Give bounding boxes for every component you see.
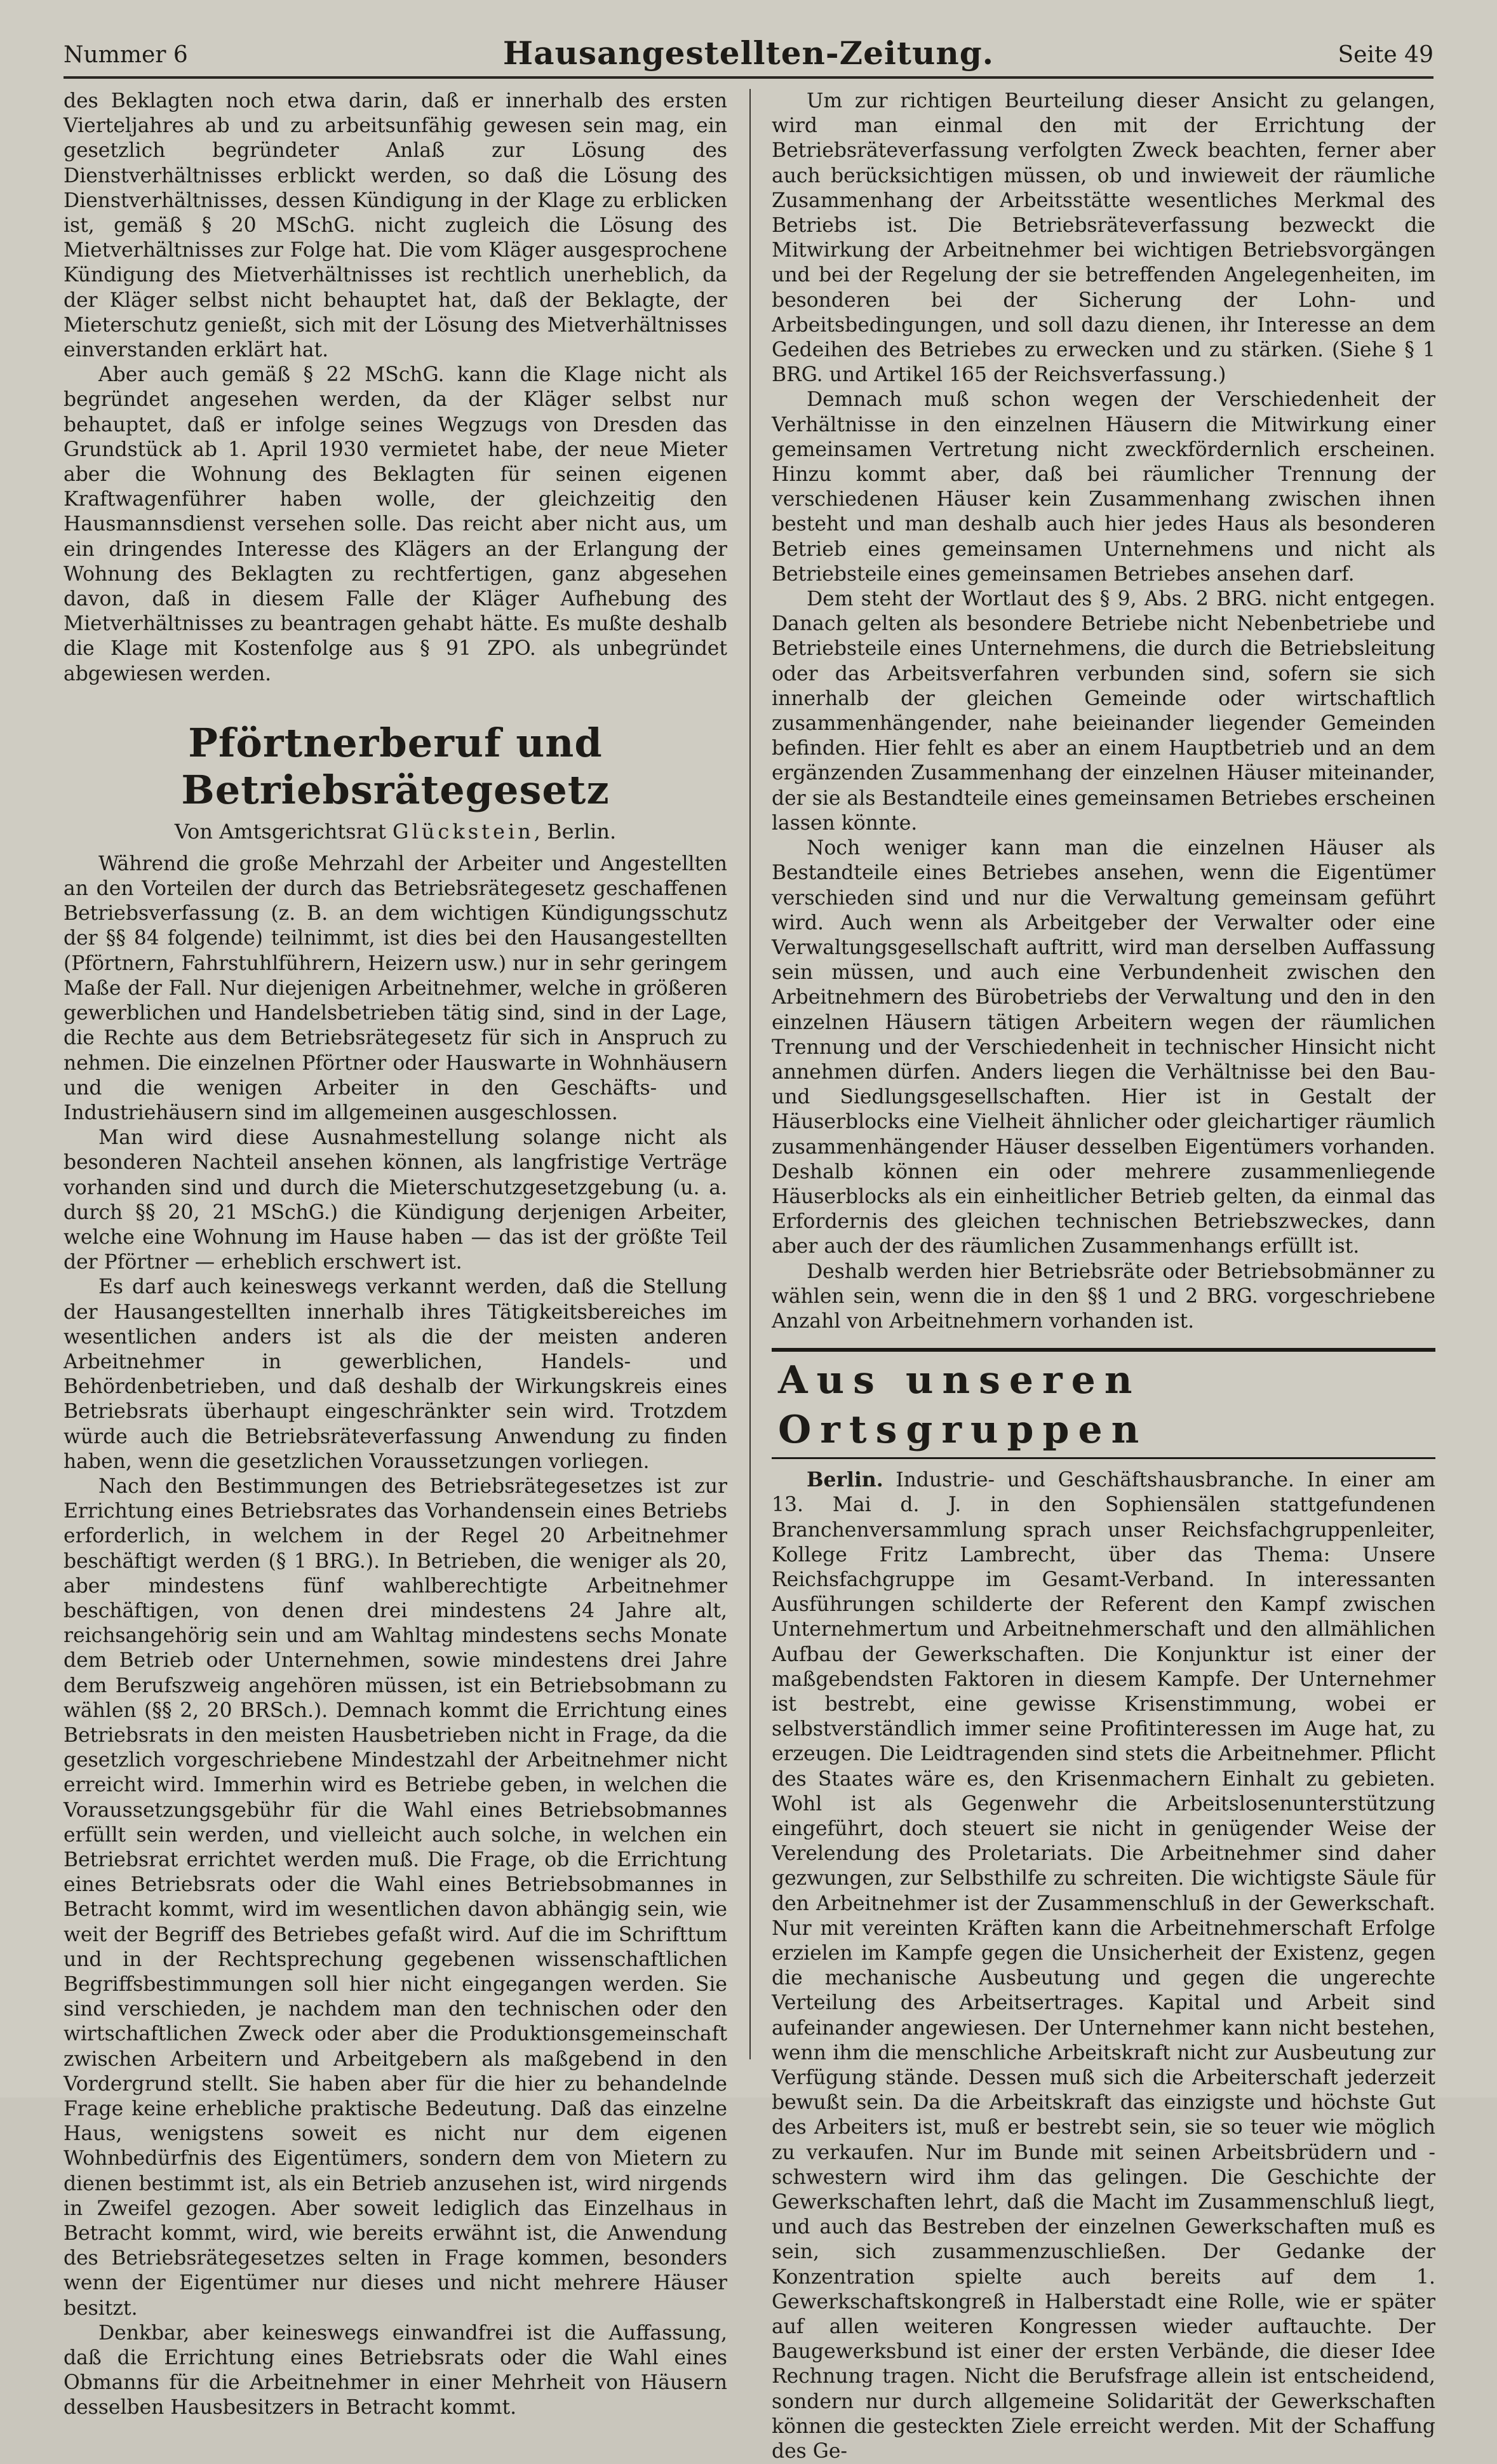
newspaper-title: Hausangestellten-Zeitung. xyxy=(502,34,995,72)
right-column xyxy=(772,89,1435,2463)
continued-paragraph: des Beklagten noch etwa darin, daß er innerhalb des ersten Vierteljahres ab und zu arbeitsunfähig gewesen sein mag, ein gesetzlich begründeter Anlaß zur Lösung des Dienstverhältnisses erblickt werden, so daß die Lösung des Dienstverhältnisses, dessen Kündigung in der Klage zu erblicken ist, gemäß § 20 MSchG. nicht zugleich die Lösung des Mietverhältnisses zur Folge hat. Die vom Kläger ausgesprochene Kündigung des Mietverhältnisses ist rechtlich unerheblich, da der Kläger selbst nicht behauptet hat, daß der Beklagte, der Mieterschutz genießt, sich mit der Lösung des Mietverhältnisses einverstanden erklärt hat. xyxy=(64,90,727,362)
article-byline xyxy=(64,819,727,844)
masthead xyxy=(64,32,1433,79)
report-text: Industrie- und Geschäftshausbranche. In einer am 13. Mai d. J. in den Sophiensälen stattgefundenen Branchenversammlung sprach unser Reichsfachgruppenleiter, Kollege Fritz Lambrecht, über das Thema: Unsere Reichsfachgruppe im Gesamt-Verband. In interessanten Ausführungen schilderte der Referent den Kampf zwischen Unternehmertum und Arbeitnehmerschaft und den allmählichen Aufbau der Gewerkschaften. Die Konjunktur ist einer der maßgebendsten Faktoren in diesem Kampfe. Der Unternehmer ist bestrebt, eine gewisse Krisenstimmung, wobei er selbstverständlich immer seine Profitinteressen im Auge hat, zu erzeugen. Die Leidtragenden sind stets die Arbeitnehmer. Pflicht des Staates wäre es, den Krisenmachern Einhalt zu gebieten. Wohl ist als Gegenwehr die Arbeitslosenunterstützung eingeführt, doch steuert sie nicht in genügender Weise der Verelendung des Proletariats. Die Arbeitnehmer sind daher gezwungen, zur Selbsthilfe zu schreiten. Die wichtigste Säule für den Arbeitnehmer ist der Zusammenschluß in der Gewerkschaft. Nur mit vereinten Kräften kann die Arbeitnehmerschaft Erfolge erzielen im Kampfe gegen die Unsicherheit der Existenz, gegen die mechanische Ausbeutung und gegen die ungerechte Verteilung des Arbeitsertrages. Kapital und Arbeit sind aufeinander angewiesen. Der Unternehmer kann nicht bestehen, wenn ihm die menschliche Arbeitskraft nicht zur Ausbeutung zur Verfügung stände. Dessen muß sich die Arbeiterschaft jederzeit bewußt sein. Da die Arbeitskraft das einzigste und höchste Gut des Arbeiters ist, muß er bestrebt sein, sie so teuer wie möglich zu verkaufen. Nur im Bunde mit seinen Arbeitsbrüdern und -schwestern wird ihm das gelingen. Die Geschichte der Gewerkschaften lehrt, daß die Macht im Zusammenschluß liegt, und auch das Bestreben der einzelnen Gewerkschaften muß es sein, sich zusammenzuschließen. Der Gedanke der Konzentration spielte auch bereits auf dem 1. Gewerkschaftskongreß in Halberstadt eine Rolle, wie er später auf allen weiteren Kongressen wieder auftauchte. Der Baugewerksbund ist einer der ersten Verbände, die dieser Idee Rechnung tragen. Nicht die Berufsfrage allein ist entscheidend, sondern nur durch allgemeine Solidarität der Gewerkschaften können die gesteckten Ziele erreicht werden. Mit der Schaffung des Ge- xyxy=(772,1469,1435,2463)
byline-author: Glückstein xyxy=(393,819,534,844)
paragraph: Während die große Mehrzahl der Arbeiter und Angestellten an den Vorteilen der durch das Betriebsrätegesetz geschaffenen Betriebsverfassung (z. B. an dem wichtigen Kündigungsschutz der §§ 84 folgende) teilnimmt, ist dies bei den Hausangestellten (Pförtnern, Fahrstuhlführern, Heizern usw.) nur in sehr geringem Maße der Fall. Nur diejenigen Arbeitnehmer, welche in größeren gewerblichen und Handelsbetrieben tätig sind, sind in der Lage, die Rechte aus dem Betriebsrätegesetz für sich in Anspruch zu nehmen. Die einzelnen Pförtner oder Hauswarte in Wohnhäusern und die wenigen Arbeiter in den Geschäfts- und Industriehäusern sind im allgemeinen ausgeschlossen. xyxy=(64,852,727,1124)
paragraph: Dem steht der Wortlaut des § 9, Abs. 2 BRG. nicht entgegen. Danach gelten als besondere Betriebe nicht Nebenbetriebe und Betriebsteile eines Unternehmens, die durch die Betriebsleitung oder das Arbeitsverfahren verbunden sind, sofern sie sich innerhalb der gleichen Gemeinde oder wirtschaftlich zusammenhängender, nahe beieinander liegender Gemeinden befinden. Hier fehlt es aber an einem Hauptbetrieb und an dem ergänzenden Zusammenhang der einzelnen Häuser miteinander, der sie als Bestandteile eines gemeinsamen Betriebes erscheinen lassen könnte. xyxy=(772,588,1435,835)
report-location: Berlin. xyxy=(807,1469,883,1492)
section-rule-top xyxy=(772,1348,1435,1352)
byline-suffix: , Berlin. xyxy=(534,819,617,844)
ortsgruppe-report xyxy=(772,1468,1435,2464)
paragraph: Noch weniger kann man die einzelnen Häuser als Bestandteile eines Betriebes ansehen, wenn die Eigentümer verschieden sind und nur die Verwaltung gemeinsam geführt wird. Auch wenn als Arbeitgeber der Verwalter oder eine Verwaltungsgesellschaft auftritt, wird man derselben Auffassung sein müssen, und auch eine Verbundenheit zwischen den Arbeitnehmern des Bürobetriebs der Verwaltung und den in den einzelnen Häusern tätigen Arbeitern wegen der räumlichen Trennung und der Verschiedenheit in technischer Hinsicht nicht annehmen dürfen. Anders liegen die Verhältnisse bei den Bau- und Siedlungsgesellschaften. Hier ist in Gestalt der Häuserblocks eine Vielheit ähnlicher oder gleichartiger räumlich zusammenhängender Häuser desselben Eigentümers vorhanden. Deshalb können ein oder mehrere zusammenliegende Häuserblocks als ein einheitlicher Betrieb gelten, da einmal das Erfordernis des gleichen technischen Betriebszweckes, dann aber auch der des räumlichen Zusammenhangs erfüllt ist. xyxy=(772,837,1435,1258)
byline-prefix: Von Amtsgerichtsrat xyxy=(174,819,386,844)
paragraph: Man wird diese Ausnahmestellung solange nicht als besonderen Nachteil ansehen können, als langfristige Verträge vorhanden sind und durch die Mieterschutzgesetzgebung (u. a. durch §§ 20, 21 MSchG.) die Kündigung derjenigen Arbeiter, welche eine Wohnung im Hause haben — das ist der größte Teil der Pförtner — erheblich erschwert ist. xyxy=(64,1126,727,1274)
article-title: Pförtnerberuf und Betriebsrätegesetz xyxy=(181,719,610,813)
page-number: Seite 49 xyxy=(1338,42,1433,68)
paragraph: Denkbar, aber keineswegs einwandfrei ist die Auffassung, daß die Errichtung eines Betriebsrats oder die Wahl eines Obmanns für die Arbeitnehmer in einer Mehrheit von Häusern desselben Hausbesitzers in Betracht kommt. xyxy=(64,2321,727,2420)
paragraph: Demnach muß schon wegen der Verschiedenheit der Verhältnisse in den einzelnen Häusern die Mitwirkung einer gemeinsamen Vertretung nicht zweckfördernlich erscheinen. Hinzu kommt aber, daß bei räumlicher Trennung der verschiedenen Häuser kein Zusammenhang zwischen ihnen besteht und man deshalb auch hier jedes Haus als besonderen Betrieb eines gemeinsamen Unternehmens und nicht als Betriebsteile eines gemeinsamen Betriebes ansehen darf. xyxy=(772,388,1435,586)
issue-number: Nummer 6 xyxy=(64,42,188,68)
paragraph: Deshalb werden hier Betriebsräte oder Betriebsobmänner zu wählen sein, wenn die in den §§ 1 und 2 BRG. vorgeschriebene Anzahl von Arbeitnehmern vorhanden ist. xyxy=(772,1260,1435,1333)
paragraph: Es darf auch keineswegs verkannt werden, daß die Stellung der Hausangestellten innerhalb ihres Tätigkeitsbereiches im wesentlichen anders ist als die der meisten anderen Arbeitnehmer in gewerblichen, Handels- und Behördenbetrieben, und daß deshalb der Wirkungskreis eines Betriebsrats überhaupt eingeschränkter sein wird. Trotzdem würde auch die Betriebsräteverfassung Anwendung zu finden haben, wenn die gesetzlichen Voraussetzungen vorliegen. xyxy=(64,1276,727,1473)
section-rule-bottom xyxy=(772,1457,1435,1459)
section-title: Aus unseren Ortsgruppen xyxy=(778,1358,1148,1453)
paragraph: Aber auch gemäß § 22 MSchG. kann die Klage nicht als begründet angesehen werden, da der Kläger selbst nur behauptet, daß er infolge seines Wegzugs von Dresden das Grundstück ab 1. April 1930 vermietet habe, der neue Mieter aber die Wohnung des Beklagten für seinen eigenen Kraftwagenführer haben wolle, der gleichzeitig den Hausmannsdienst versehen solle. Das reicht aber nicht aus, um ein dringendes Interesse des Klägers an der Erlangung der Wohnung des Beklagten zu rechtfertigen, ganz abgesehen davon, daß in diesem Falle der Kläger Aufhebung des Mietverhältnisses zu beantragen gehabt hätte. Es mußte deshalb die Klage mit Kostenfolge aus § 91 ZPO. als unbegründet abgewiesen werden. xyxy=(64,363,727,685)
left-column xyxy=(64,89,727,2420)
paragraph: Nach den Bestimmungen des Betriebsrätegesetzes ist zur Errichtung eines Betriebsrates das Vorhandensein eines Betriebs erforderlich, in welchem in der Regel 20 Arbeitnehmer beschäftigt werden (§ 1 BRG.). In Betrieben, die weniger als 20, aber mindestens fünf wahlberechtigte Arbeitnehmer beschäftigen, von denen drei mindestens 24 Jahre alt, reichsangehörig sein und am Wahltag mindestens sechs Monate dem Betrieb oder Unternehmen, sowie mindestens drei Jahre dem Berufszweig angehören müssen, ist ein Betriebsobmann zu wählen (§§ 2, 20 BRSch.). Demnach kommt die Errichtung eines Betriebsrats in den meisten Hausbetrieben nicht in Frage, da die gesetzlich vorgeschriebene Mindestzahl der Arbeitnehmer nicht erreicht wird. Immerhin wird es Betriebe geben, in welchen die Voraussetzungsgebühr für die Wahl eines Betriebsobmannes erfüllt sein werden, und vielleicht auch solche, in welchen ein Betriebsrat errichtet werden muß. Die Frage, ob die Errichtung eines Betriebsrats oder die Wahl eines Betriebsobmannes in Betracht kommt, wird im wesentlichen davon abhängig sein, wie weit der Begriff des Betriebes gefaßt wird. Auf die im Schrifttum und in der Rechtsprechung gegebenen wissenschaftlichen Begriffsbestimmungen soll hier nicht eingegangen werden. Sie sind verschieden, je nachdem man den technischen oder den wirtschaftlichen Zweck oder aber die Produktionsgemeinschaft zwischen Arbeitern und Arbeitgebern als maßgebend in den Vordergrund stellt. Sie haben aber für die hier zu behandelnde Frage keine erhebliche praktische Bedeutung. Daß das einzelne Haus, wenigstens soweit es nicht nur dem eigenen Wohnbedürfnis des Eigentümers, sondern dem von Mietern zu dienen bestimmt ist, als ein Betrieb anzusehen ist, wird nirgends in Zweifel gezogen. Aber soweit lediglich das Einzelhaus in Betracht kommt, wird, wie bereits erwähnt ist, die Anwendung des Betriebsrätegesetzes selten in Frage kommen, besonders wenn der Eigentümer nur dieses und nicht mehrere Häuser besitzt. xyxy=(64,1474,727,2320)
paragraph: Um zur richtigen Beurteilung dieser Ansicht zu gelangen, wird man einmal den mit der Errichtung der Betriebsräteverfassung verfolgten Zweck beachten, ferner aber auch berücksichtigen müssen, ob und inwieweit der räumliche Zusammenhang der Arbeitsstätte wesentliches Merkmal des Betriebs ist. Die Betriebsräteverfassung bezweckt die Mitwirkung der Arbeitnehmer bei wichtigen Betriebsvorgängen und bei der Regelung der sie betreffenden Angelegenheiten, im besonderen bei der Sicherung der Lohn- und Arbeitsbedingungen, und soll dazu dienen, ihr Interesse an dem Gedeihen des Betriebes zu erwecken und zu stärken. (Siehe § 1 BRG. und Artikel 165 der Reichsverfassung.) xyxy=(772,90,1435,387)
column-divider xyxy=(749,89,751,2059)
